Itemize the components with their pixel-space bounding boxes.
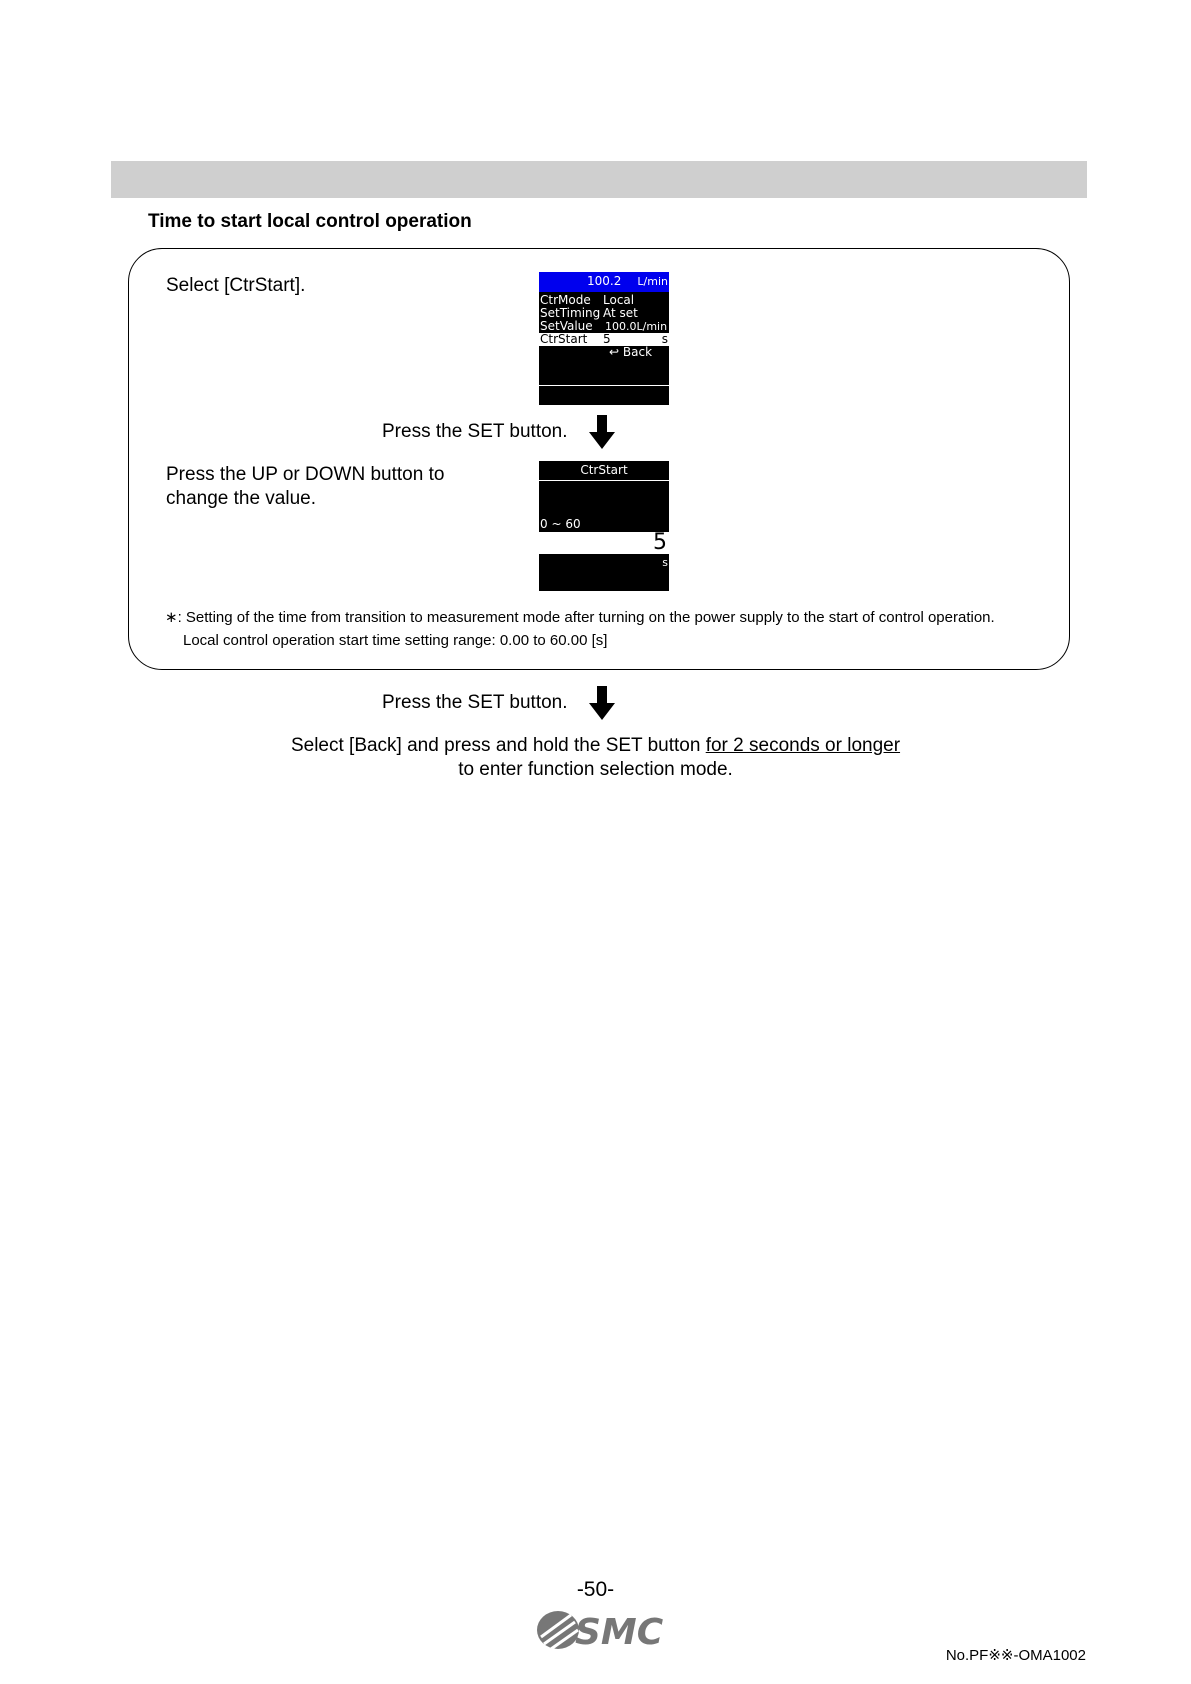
menu-item-ctrstart: CtrStart 5 s	[540, 332, 668, 346]
step2-instruction-line1: Press the UP or DOWN button to	[166, 464, 445, 485]
press-set-instruction-1: Press the SET button.	[382, 421, 568, 442]
value-edit-screen	[539, 461, 669, 591]
screen-title: CtrStart	[580, 463, 628, 477]
title-divider	[539, 480, 669, 481]
document-number: No.PF※※-OMA1002	[945, 1647, 1086, 1664]
section-title: Time to start local control operation	[148, 211, 472, 232]
setting-value: 5	[653, 530, 667, 555]
down-arrow-icon	[589, 686, 615, 720]
menu-screen	[539, 272, 669, 405]
return-arrow-icon: ↩	[609, 345, 620, 359]
step1-instruction: Select [CtrStart].	[166, 275, 306, 296]
header-band	[111, 161, 1087, 198]
press-set-instruction-2: Press the SET button.	[382, 692, 568, 713]
back-item: ↩ Back	[609, 345, 653, 359]
menu-item-settiming: SetTiming At set	[540, 306, 638, 320]
note-line2: Local control operation start time setting range: 0.00 to 60.00 [s]	[183, 632, 608, 649]
measured-value: 100.2	[587, 274, 622, 288]
final-instruction-line2: to enter function selection mode.	[458, 759, 733, 780]
step2-instruction-line2: change the value.	[166, 488, 317, 509]
smc-logo	[535, 1607, 665, 1653]
hold-duration-emphasis: for 2 seconds or longer	[705, 735, 901, 756]
setting-range: 0 ~ 60	[540, 517, 581, 531]
value-field	[539, 532, 669, 554]
page-number: -50-	[576, 1578, 615, 1601]
menu-item-ctrmode: CtrMode Local	[540, 293, 635, 307]
note-line1: ∗: Setting of the time from transition to measurement mode after turning on the power supply to the start of control operation.	[165, 609, 995, 626]
measured-unit: L/min	[637, 275, 668, 288]
measured-bar	[539, 272, 669, 292]
final-instruction-line1: Select [Back] and press and hold the SET button for 2 seconds or longer	[290, 735, 901, 756]
menu-item-setvalue: SetValue 100.0L/min	[540, 319, 668, 333]
value-unit: s	[662, 556, 668, 569]
logo-text: SMC	[575, 1612, 664, 1653]
screen-divider	[539, 385, 669, 386]
down-arrow-icon	[589, 415, 615, 449]
